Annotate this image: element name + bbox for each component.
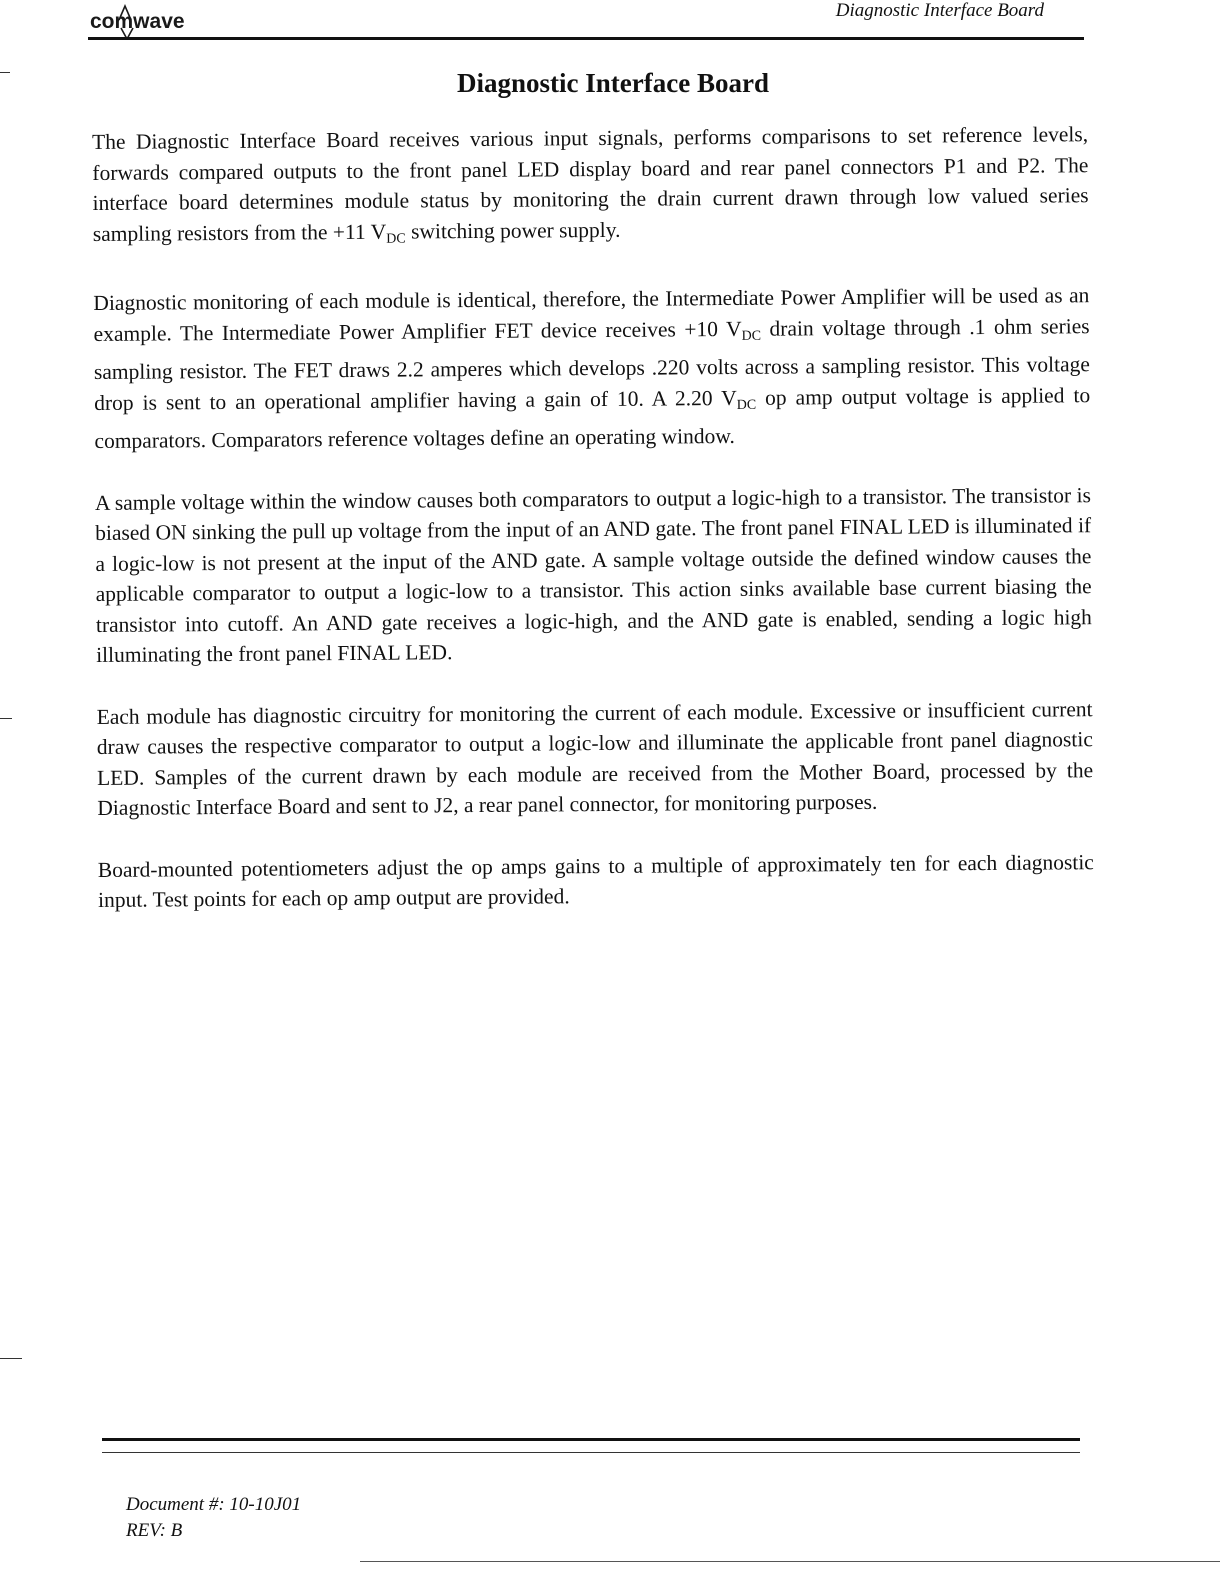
scan-margin-mark: [0, 718, 12, 719]
document-number: Document #: 10-10J01: [126, 1494, 302, 1515]
page-bottom-rule: [360, 1561, 1220, 1562]
footer-rule-thin: [102, 1452, 1080, 1453]
revision: REV: B: [126, 1520, 183, 1541]
document-footer: [126, 1492, 301, 1544]
paragraph-text: switching power supply.: [405, 217, 621, 244]
paragraph-text: op amp output voltage is applied to comparators. Comparators reference voltages define an operating window.: [94, 382, 1091, 453]
paragraph-text: The Diagnostic Interface Board receives various input signals, performs comparisons to set reference levels, forwards compared outputs to the front panel LED display board and rear panel connectors P1 and P2. The interface board determines module status by monitoring the drain current drawn through low valued series sampling resistors from the +11 V: [92, 122, 1089, 246]
header-rule: [88, 37, 1084, 40]
subscript: DC: [741, 328, 762, 344]
paragraph-text: A sample voltage within the window causes both comparators to output a logic-high to a transistor. The transistor is biased ON sinking the pull up voltage from the input of an AND gate. The front panel FINAL LED is illuminated if a logic-low is not present at the input of the AND gate. A sample voltage outside the defined window causes the applicable comparator to output a logic-low to a transistor. This action sinks available base current biasing the transistor into cutoff. An AND gate receives a logic-high, and the AND gate is enabled, sending a logic high illuminating the front panel FINAL LED.: [94, 482, 1092, 667]
paragraph-text: Each module has diagnostic circuitry for monitoring the current of each module. Excessive or insufficient current draw causes the respective comparator to output a logic-low and illuminate the applicable front panel diagnostic LED. Samples of the current drawn by each module are received from the Mother Board, processed by the Diagnostic Interface Board and sent to J2, a rear panel connector, for monitoring purposes.: [96, 696, 1094, 820]
paragraph-text: Board-mounted potentiometers adjust the op amps gains to a multiple of approximately ten for each diagnostic input. Test points for each op amp output are provided.: [97, 849, 1094, 912]
document-body: [92, 119, 1094, 946]
paragraph-5: [98, 847, 1094, 916]
subscript: DC: [386, 231, 406, 247]
scan-margin-mark: [0, 1358, 22, 1359]
paragraph-text: Diagnostic monitoring of each module is identical, therefore, the Intermediate Power Amplifier will be used as an example. The Intermediate Power Amplifier FET device receives +10 V: [93, 283, 1090, 346]
subscript: DC: [736, 397, 757, 413]
paragraph-4: [97, 694, 1094, 824]
paragraph-3: [95, 480, 1092, 671]
logo-wave-icon: [117, 4, 147, 40]
footer-rule: [102, 1438, 1080, 1441]
logo-text: comwave: [90, 10, 185, 33]
page-title: Diagnostic Interface Board: [457, 68, 769, 98]
paragraph-1: [92, 119, 1089, 257]
running-header: Diagnostic Interface Board: [835, 0, 1044, 21]
paragraph-text: drain voltage through .1 ohm series sampling resistor. The FET draws 2.2 amperes which develops .220 volts across a sampling resistor. This voltage drop is sent to an operational amplifier having a gain of 10. A 2.20 V: [93, 313, 1090, 415]
paragraph-2: [93, 280, 1090, 456]
